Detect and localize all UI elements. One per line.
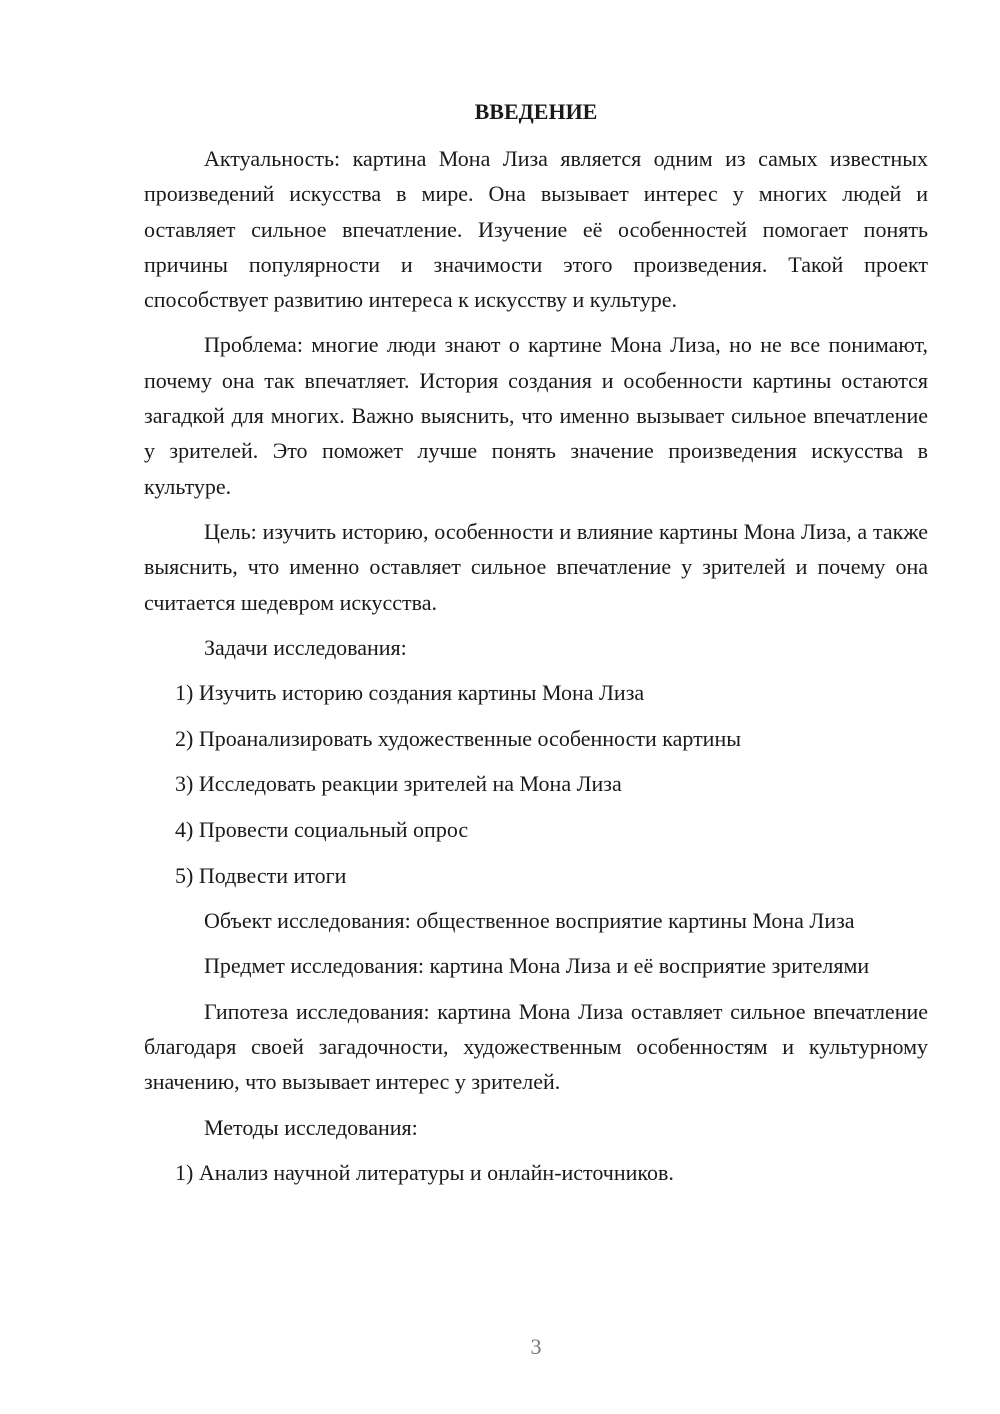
list-item: 1) Изучить историю создания картины Мона Лиза: [175, 680, 645, 706]
list-item: 1) Анализ научной литературы и онлайн-источников.: [175, 1159, 674, 1185]
methods-heading: Методы исследования:: [204, 1114, 418, 1140]
list-item: 2) Проанализировать художественные особенности картины: [175, 725, 742, 751]
page-number: 3: [530, 1334, 542, 1359]
tasks-heading: Задачи исследования:: [204, 634, 407, 660]
list-item: 3) Исследовать реакции зрителей на Мона Лиза: [175, 771, 622, 797]
methods-list: [144, 1155, 928, 1190]
tasks-list: [144, 675, 928, 893]
object-paragraph: Объект исследования: общественное восприятие картины Мона Лиза: [204, 908, 855, 934]
document-page: [144, 94, 928, 1201]
list-item: 4) Провести социальный опрос: [175, 816, 469, 842]
goal-paragraph: Цель: изучить историю, особенности и влияние картины Мона Лиза, а также выяснить, что именно оставляет сильное впечатление у зрителей и почему она считается шедевром искусства.: [144, 518, 928, 615]
hypothesis-paragraph: Гипотеза исследования: картина Мона Лиза оставляет сильное впечатление благодаря своей загадочности, художественным особенностям и культурному значению, что вызывает интерес у зрителей.: [144, 998, 928, 1095]
section-title: ВВЕДЕНИЕ: [474, 99, 598, 124]
problem-paragraph: Проблема: многие люди знают о картине Мона Лиза, но не все понимают, почему она так впечатляет. История создания и особенности картины остаются загадкой для многих. Важно выяснить, что именно вызывает сильное впечатление у зрителей. Это поможет лучше понять значение произведения искусства в культуре.: [144, 332, 928, 499]
list-item: 5) Подвести итоги: [175, 862, 347, 888]
subject-paragraph: Предмет исследования: картина Мона Лиза и её восприятие зрителями: [204, 953, 870, 979]
relevance-paragraph: Актуальность: картина Мона Лиза является одним из самых известных произведений искусства в мире. Она вызывает интерес у многих людей и оставляет сильное впечатление. Изучение её особенностей помогает понять причины популярности и значимости этого произведения. Такой проект способствует развитию интереса к искусству и культуре.: [144, 146, 928, 313]
